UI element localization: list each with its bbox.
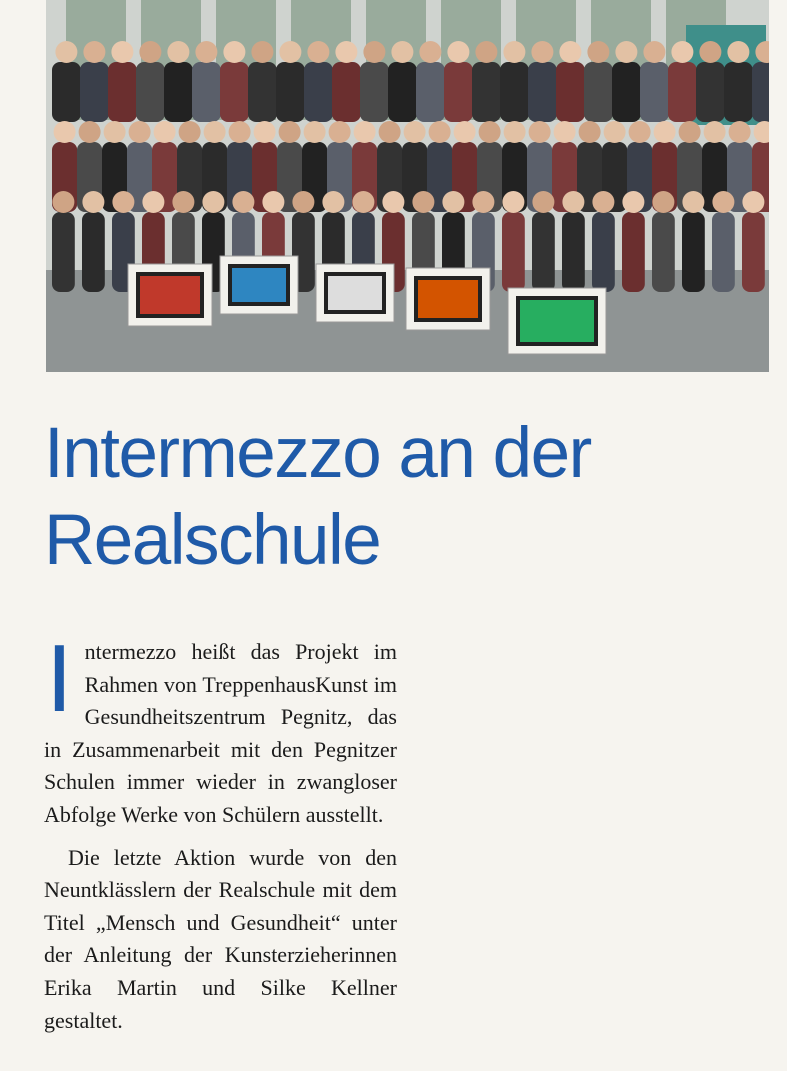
photo-artwork xyxy=(140,276,200,314)
photo-person-head xyxy=(727,41,749,63)
photo-person-head xyxy=(363,41,385,63)
photo-person-head xyxy=(82,191,104,213)
photo-person-head xyxy=(679,121,701,143)
photo-person-body xyxy=(108,62,137,122)
photo-person-head xyxy=(379,121,401,143)
photo-person-body xyxy=(724,62,753,122)
photo-person-head xyxy=(352,191,374,213)
photo-person-head xyxy=(254,121,276,143)
photo-person-head xyxy=(354,121,376,143)
text-column-left xyxy=(44,625,397,1037)
photo-artwork xyxy=(520,300,594,342)
photo-person-head xyxy=(304,121,326,143)
photo-person-head xyxy=(52,191,74,213)
photo-person-body xyxy=(696,62,725,122)
photo-person-head xyxy=(54,121,76,143)
photo-person-body xyxy=(52,62,81,122)
photo-person-body xyxy=(304,62,333,122)
photo-person-head xyxy=(654,121,676,143)
photo-person-body xyxy=(82,212,105,292)
photo-person-head xyxy=(83,41,105,63)
photo-person-body xyxy=(500,62,529,122)
photo-person-body xyxy=(556,62,585,122)
photo-person-head xyxy=(55,41,77,63)
group-photo xyxy=(46,0,769,372)
photo-person-body xyxy=(682,212,705,292)
photo-person-head xyxy=(292,191,314,213)
photo-person-head xyxy=(112,191,134,213)
photo-person-body xyxy=(752,62,769,122)
photo-person-head xyxy=(129,121,151,143)
photo-person-body xyxy=(164,62,193,122)
photo-person-head xyxy=(329,121,351,143)
paragraph-1-text: ntermezzo heißt das Projekt im Rahmen von TreppenhausKunst im Gesundheitszentrum Pegnitz, das in Zusammenarbeit mit den Pegnitzer Schulen immer wieder in zwangloser Abfolge Werke von Schülern ausstellt. xyxy=(44,639,397,827)
photo-person-body xyxy=(742,212,765,292)
photo-person-head xyxy=(671,41,693,63)
photo-person-head xyxy=(502,191,524,213)
photo-person-head xyxy=(579,121,601,143)
photo-person-body xyxy=(652,212,675,292)
photo-person-head xyxy=(712,191,734,213)
photo-person-head xyxy=(532,191,554,213)
photo-person-body xyxy=(532,212,555,292)
photo-person-head xyxy=(195,41,217,63)
photo-person-head xyxy=(204,121,226,143)
photo-person-head xyxy=(592,191,614,213)
photo-person-body xyxy=(276,62,305,122)
photo-person-head xyxy=(529,121,551,143)
photo-person-head xyxy=(562,191,584,213)
photo-person-body xyxy=(502,212,525,292)
photo-person-head xyxy=(615,41,637,63)
headline-line-2: Realschule xyxy=(44,501,381,580)
photo-person-head xyxy=(279,41,301,63)
bleed-through-text xyxy=(540,380,546,413)
photo-person-head xyxy=(652,191,674,213)
photo-person-head xyxy=(729,121,751,143)
photo-person-body xyxy=(360,62,389,122)
photo-person-head xyxy=(742,191,764,213)
photo-person-head xyxy=(179,121,201,143)
photo-person-head xyxy=(104,121,126,143)
photo-person-body xyxy=(622,212,645,292)
photo-person-head xyxy=(202,191,224,213)
photo-person-head xyxy=(229,121,251,143)
photo-person-head xyxy=(322,191,344,213)
photo-artwork xyxy=(328,276,382,310)
photo-person-body xyxy=(640,62,669,122)
photo-person-head xyxy=(554,121,576,143)
photo-person-head xyxy=(139,41,161,63)
photo-person-head xyxy=(154,121,176,143)
photo-person-head xyxy=(622,191,644,213)
photo-person-head xyxy=(279,121,301,143)
photo-person-body xyxy=(52,212,75,292)
photo-person-head xyxy=(704,121,726,143)
photo-person-head xyxy=(307,41,329,63)
photo-person-head xyxy=(504,121,526,143)
article-paragraph-2 xyxy=(44,842,397,1038)
photo-person-head xyxy=(682,191,704,213)
photo-person-head xyxy=(79,121,101,143)
photo-person-head xyxy=(404,121,426,143)
photo-person-head xyxy=(442,191,464,213)
photo-person-body xyxy=(444,62,473,122)
headline-line-1: Intermezzo an der xyxy=(44,414,591,493)
photo-person-head xyxy=(429,121,451,143)
photo-person-body xyxy=(562,212,585,292)
photo-person-head xyxy=(142,191,164,213)
photo-person-head xyxy=(604,121,626,143)
photo-person-body xyxy=(248,62,277,122)
paragraph-2-text: Die letzte Aktion wurde von den Neuntklässlern der Realschule mit dem Titel „Mensch und Gesundheit“ unter der Anleitung der Kunsterzieherinnen Erika Martin und Silke Kellner gestaltet. xyxy=(44,844,397,1033)
photo-person-body xyxy=(332,62,361,122)
photo-person-body xyxy=(388,62,417,122)
group-photo-illustration xyxy=(46,0,769,372)
photo-person-body xyxy=(220,62,249,122)
photo-person-body xyxy=(80,62,109,122)
photo-person-head xyxy=(479,121,501,143)
photo-artwork xyxy=(232,268,286,302)
photo-person-head xyxy=(382,191,404,213)
photo-person-head xyxy=(454,121,476,143)
photo-person-body xyxy=(472,62,501,122)
photo-person-body xyxy=(136,62,165,122)
photo-artwork xyxy=(418,280,478,318)
photo-person-body xyxy=(712,212,735,292)
photo-person-head xyxy=(223,41,245,63)
photo-person-head xyxy=(531,41,553,63)
photo-person-head xyxy=(587,41,609,63)
photo-person-body xyxy=(584,62,613,122)
photo-person-head xyxy=(111,41,133,63)
article-paragraph-1 xyxy=(44,625,397,832)
photo-person-head xyxy=(232,191,254,213)
photo-person-head xyxy=(419,41,441,63)
photo-person-head xyxy=(335,41,357,63)
photo-person-head xyxy=(503,41,525,63)
photo-person-head xyxy=(251,41,273,63)
photo-person-body xyxy=(668,62,697,122)
photo-person-head xyxy=(262,191,284,213)
photo-person-head xyxy=(629,121,651,143)
photo-person-head xyxy=(643,41,665,63)
photo-person-body xyxy=(416,62,445,122)
photo-person-body xyxy=(592,212,615,292)
photo-person-head xyxy=(412,191,434,213)
photo-person-head xyxy=(475,41,497,63)
photo-person-head xyxy=(559,41,581,63)
photo-person-head xyxy=(699,41,721,63)
photo-person-body xyxy=(612,62,641,122)
photo-person-head xyxy=(391,41,413,63)
photo-person-head xyxy=(172,191,194,213)
photo-person-head xyxy=(447,41,469,63)
drop-cap: I xyxy=(46,625,73,732)
photo-person-body xyxy=(528,62,557,122)
photo-person-body xyxy=(192,62,221,122)
article-headline xyxy=(44,410,664,584)
photo-person-head xyxy=(472,191,494,213)
photo-person-head xyxy=(167,41,189,63)
